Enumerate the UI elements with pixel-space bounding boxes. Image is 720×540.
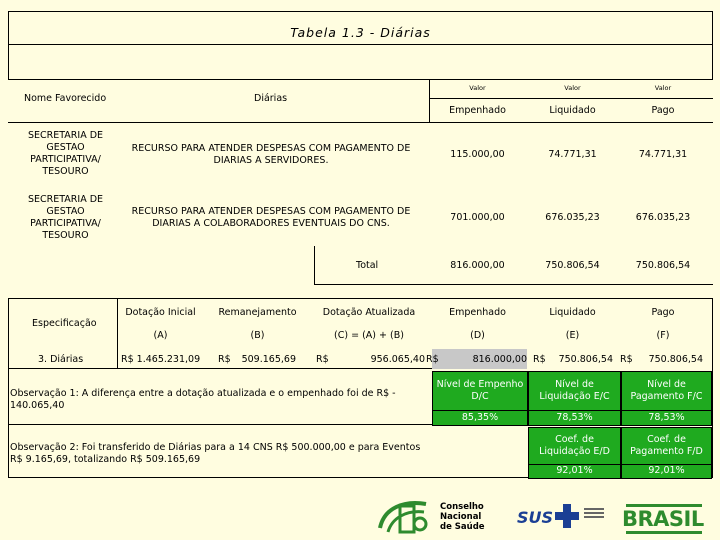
cns-logo-text: Conselho Nacional de Saúde: [440, 502, 485, 532]
observacao-2: Observação 2: Foi transferido de Diárias para a 14 CNS R$ 500.000,00 e para Eventos R$ 9.165,69, totalizando R$ 509.165,69: [10, 442, 421, 465]
row2-empenhado: 701.000,00: [450, 212, 505, 223]
nivel-liquidacao-label: Nível de Liquidação E/C: [539, 379, 610, 402]
row2-descricao: RECURSO PARA ATENDER DESPESAS COM PAGAMENTO DE DIARIAS A COLABORADORES EVENTUAIS DO CNS.: [131, 206, 411, 229]
coef-liquidacao-label: Coef. de Liquidação E/D: [539, 434, 610, 457]
empenhado-prefix: R$: [426, 354, 439, 365]
letter-b: (B): [250, 330, 265, 341]
diarias-row-label: 3. Diárias: [38, 354, 84, 365]
letter-e: (E): [565, 330, 580, 341]
header-dotacao-atualizada: Dotação Atualizada: [322, 307, 416, 318]
row1-liquidado: 74.771,31: [548, 149, 597, 160]
letter-f: (F): [656, 330, 670, 341]
total-liquidado: 750.806,54: [545, 260, 600, 271]
dotacao-atualizada-value: 956.065,40: [370, 354, 425, 365]
header2-empenhado: Empenhado: [449, 307, 506, 318]
nivel-pagamento-label: Nível de Pagamento F/C: [630, 379, 703, 402]
total-empenhado: 816.000,00: [450, 260, 505, 271]
nivel-empenho-label: Nível de Empenho D/C: [436, 379, 524, 402]
cns-emblem-icon: [374, 498, 436, 538]
title-divider: [8, 44, 713, 45]
empenhado-value: 816.000,00: [472, 354, 527, 365]
row1-descricao: RECURSO PARA ATENDER DESPESAS COM PAGAMENTO DE DIARIAS A SERVIDORES.: [131, 143, 411, 166]
total-pago: 750.806,54: [635, 260, 691, 271]
especificacao-label: Especificação: [32, 318, 97, 329]
health-cross-icon: [553, 502, 581, 530]
remanejamento-prefix: R$: [218, 354, 231, 365]
liquidado-prefix: R$: [533, 354, 546, 365]
header2-pago: Pago: [651, 307, 675, 318]
title-box: [8, 11, 713, 80]
letter-a: (A): [153, 330, 168, 341]
nivel-pagamento-val: 78,53%: [648, 412, 685, 423]
header-empenhado: Empenhado: [449, 105, 506, 116]
ministerio-text-block: [584, 506, 604, 524]
row2-pago: 676.035,23: [635, 212, 691, 223]
dotacao-atualizada-prefix: R$: [316, 354, 329, 365]
coef-liquidacao-val: 92,01%: [556, 465, 593, 476]
header-valor-1: Valor: [469, 84, 486, 92]
sus-logo-text: SUS: [517, 508, 554, 527]
brasil-logo-text: BRASIL: [622, 507, 704, 531]
coef-pagamento-val: 92,01%: [648, 465, 685, 476]
coef-pagamento-label: Coef. de Pagamento F/D: [630, 434, 703, 457]
brasil-stripe-bottom: [626, 531, 702, 534]
header2-liquidado: Liquidado: [549, 307, 596, 318]
header-dotacao-inicial: Dotação Inicial: [125, 307, 196, 318]
row2-favorecido: SECRETARIA DE GESTAO PARTICIPATIVA/ TESOURO: [27, 194, 104, 241]
header-valor-3: Valor: [654, 84, 672, 92]
dotacao-inicial-value: R$ 1.465.231,09: [121, 354, 201, 365]
header-pago: Pago: [651, 105, 675, 116]
letter-d: (D): [470, 330, 485, 341]
nivel-liquidacao-val: 78,53%: [556, 412, 593, 423]
letter-c: (C) = (A) + (B): [334, 330, 404, 341]
pago-value: 750.806,54: [648, 354, 703, 365]
row1-empenhado: 115.000,00: [450, 149, 505, 160]
total-label: Total: [356, 260, 379, 271]
row1-favorecido: SECRETARIA DE GESTAO PARTICIPATIVA/ TESOURO: [27, 130, 104, 177]
header-liquidado: Liquidado: [549, 105, 596, 116]
liquidado-value: 750.806,54: [558, 354, 613, 365]
page-title: Tabela 1.3 - Diárias: [290, 25, 431, 40]
header-valor-2: Valor: [564, 84, 581, 92]
remanejamento-value: 509.165,69: [241, 354, 296, 365]
observacao-1: Observação 1: A diferença entre a dotação atualizada e o empenhado foi de R$ - 140.065,40: [10, 388, 396, 411]
pago-prefix: R$: [620, 354, 633, 365]
header-diarias: Diárias: [254, 93, 288, 104]
header-remanejamento: Remanejamento: [218, 307, 297, 318]
header-nome-favorecido: Nome Favorecido: [24, 93, 107, 104]
row2-liquidado: 676.035,23: [545, 212, 600, 223]
nivel-empenho-val: 85,35%: [461, 412, 499, 423]
row1-pago: 74.771,31: [638, 149, 688, 160]
